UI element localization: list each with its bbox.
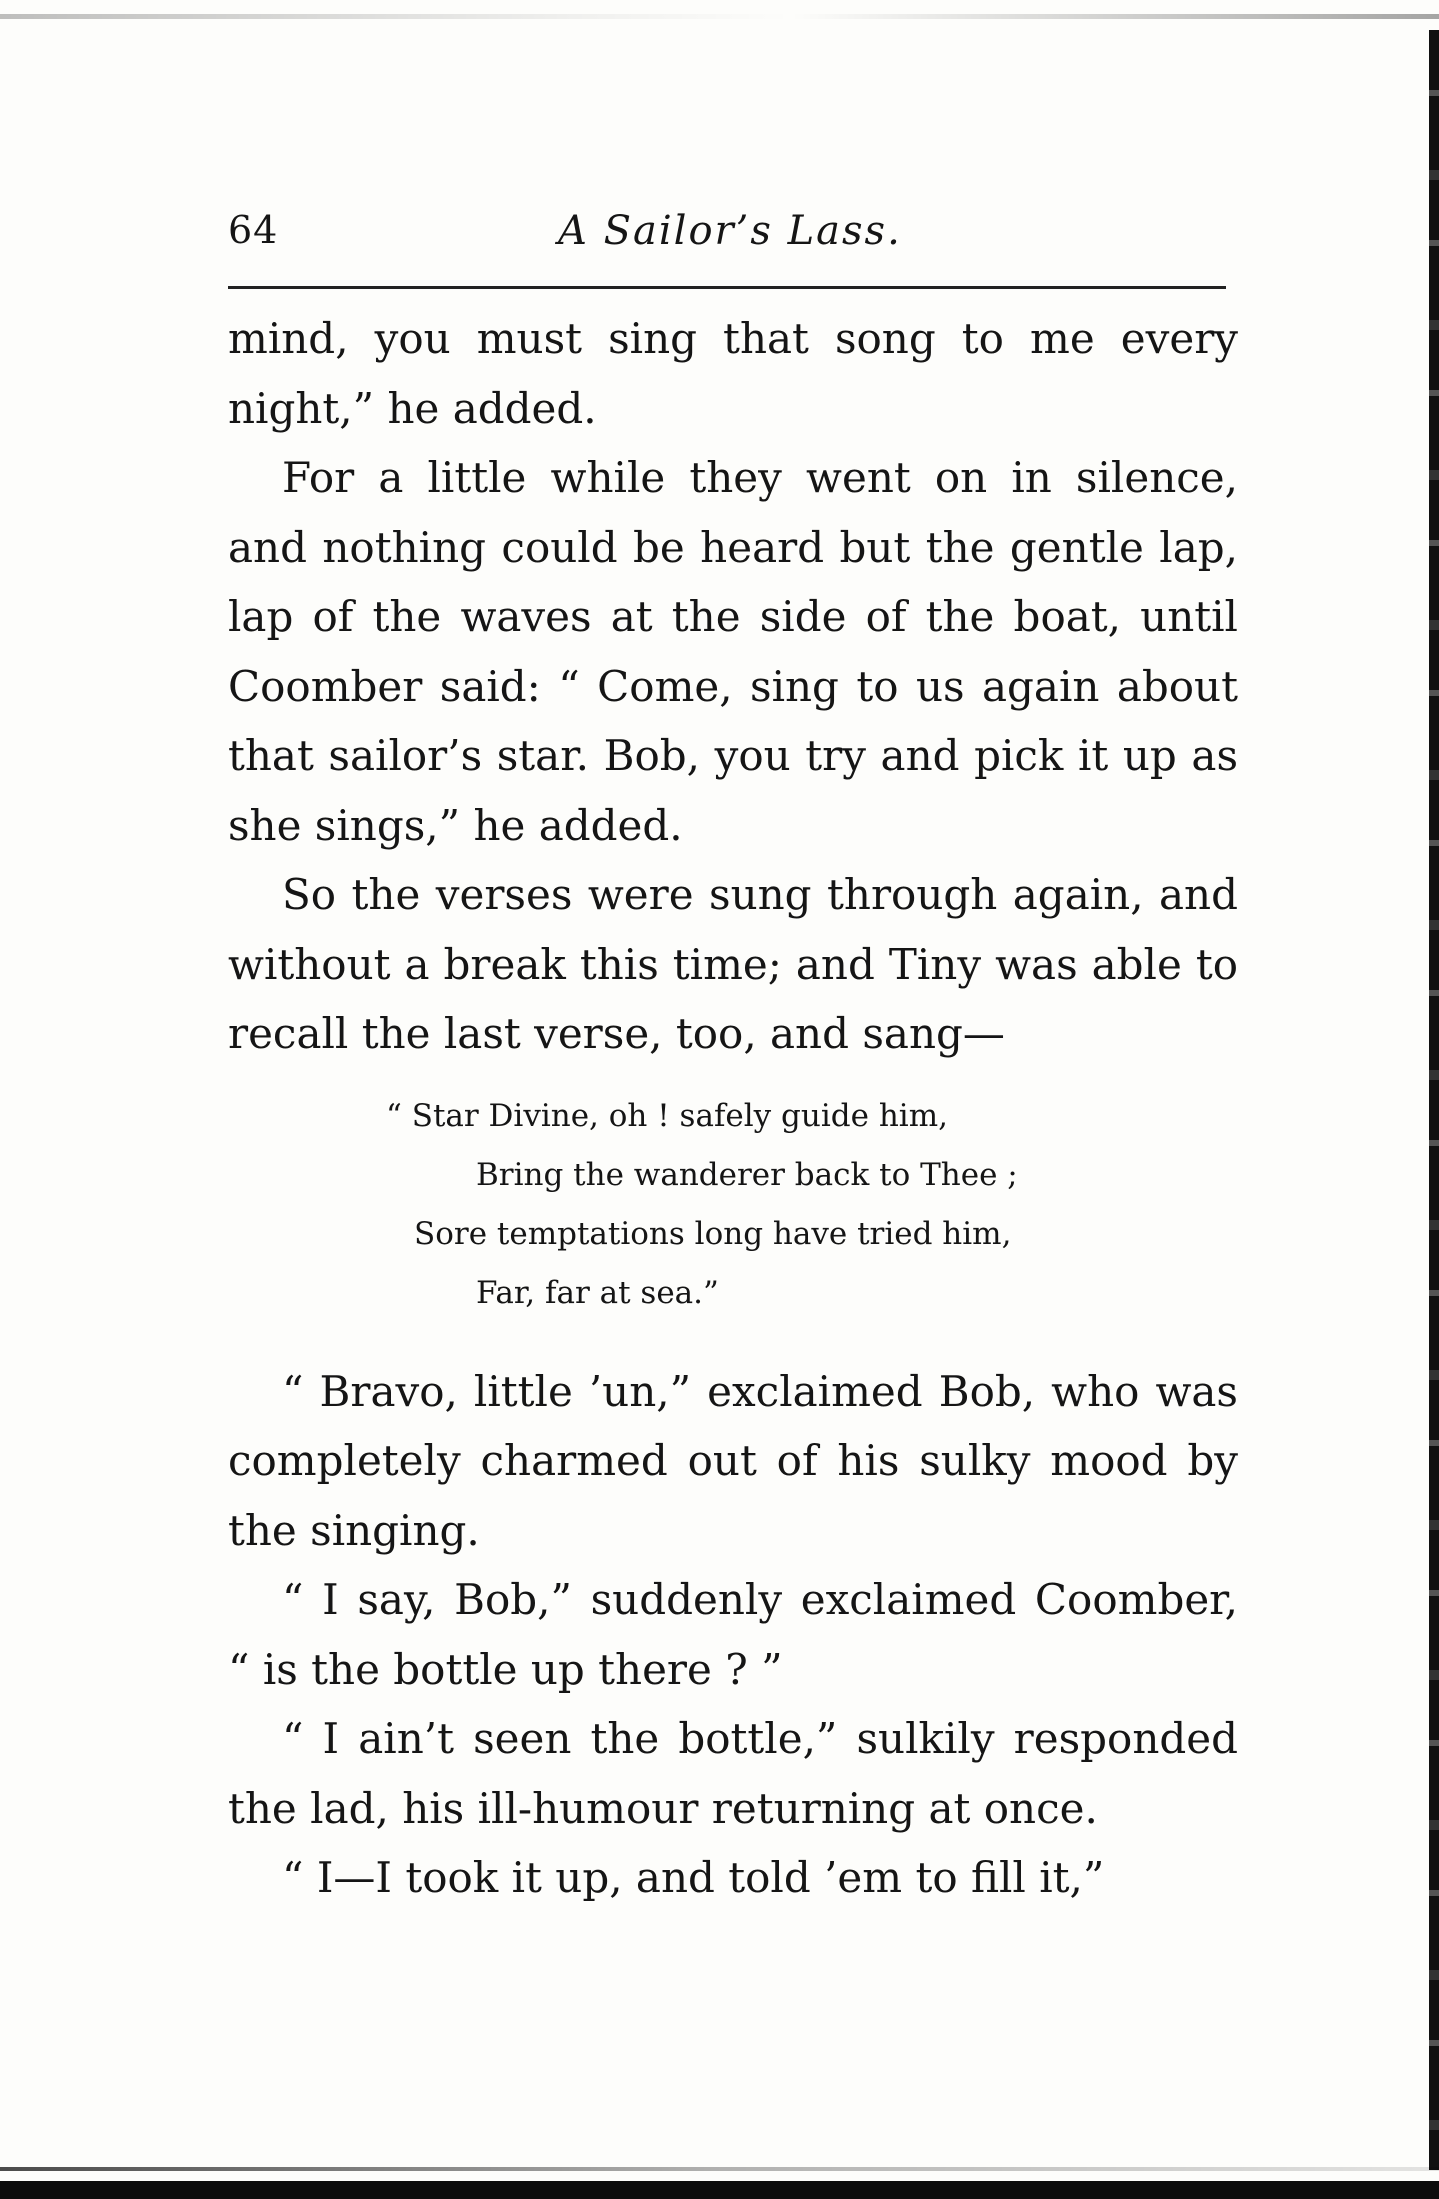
verse-line: Far, far at sea.”: [476, 1274, 719, 1311]
scan-edge-bottom: [0, 2181, 1439, 2199]
paragraph: “ I ain’t seen the bottle,” sulkily responded the lad, his ill-humour returning at once.: [228, 1714, 1238, 1833]
running-title: A Sailor’s Lass.: [558, 208, 902, 254]
verse-line: Sore temptations long have tried him,: [414, 1215, 1012, 1252]
paragraph: For a little while they went on in silence, and nothing could be heard but the gentle lap, lap of the waves at the side of the boat, until Coomber said: “ Come, sing to us again about that sailor’s star. Bob, you try and pick it up as she sings,” he added.: [228, 453, 1238, 850]
verse-block: [228, 1087, 1238, 1323]
body-text: [228, 304, 1238, 1913]
scan-edge-top: [0, 14, 1439, 19]
scan-edge-right: [1429, 30, 1439, 2170]
header-rule: [228, 286, 1226, 289]
verse-line: Bring the wanderer back to Thee ;: [476, 1156, 1018, 1193]
paragraph: mind, you must sing that song to me every night,” he added.: [228, 314, 1238, 433]
paragraph: “ I say, Bob,” suddenly exclaimed Coomber, “ is the bottle up there ? ”: [228, 1575, 1238, 1694]
scan-edge-bottom-line: [0, 2167, 1439, 2171]
paragraph: “ I—I took it up, and told ’em to fill it,”: [282, 1853, 1105, 1902]
paragraph: “ Bravo, little ’un,” exclaimed Bob, who was completely charmed out of his sulky mood by the singing.: [228, 1366, 1238, 1555]
page-header: [228, 208, 1226, 268]
verse-line: “ Star Divine, oh ! safely guide him,: [386, 1097, 948, 1134]
paragraph: So the verses were sung through again, and without a break this time; and Tiny was able to recall the last verse, too, and sang—: [228, 870, 1238, 1058]
page-number: 64: [228, 208, 279, 252]
